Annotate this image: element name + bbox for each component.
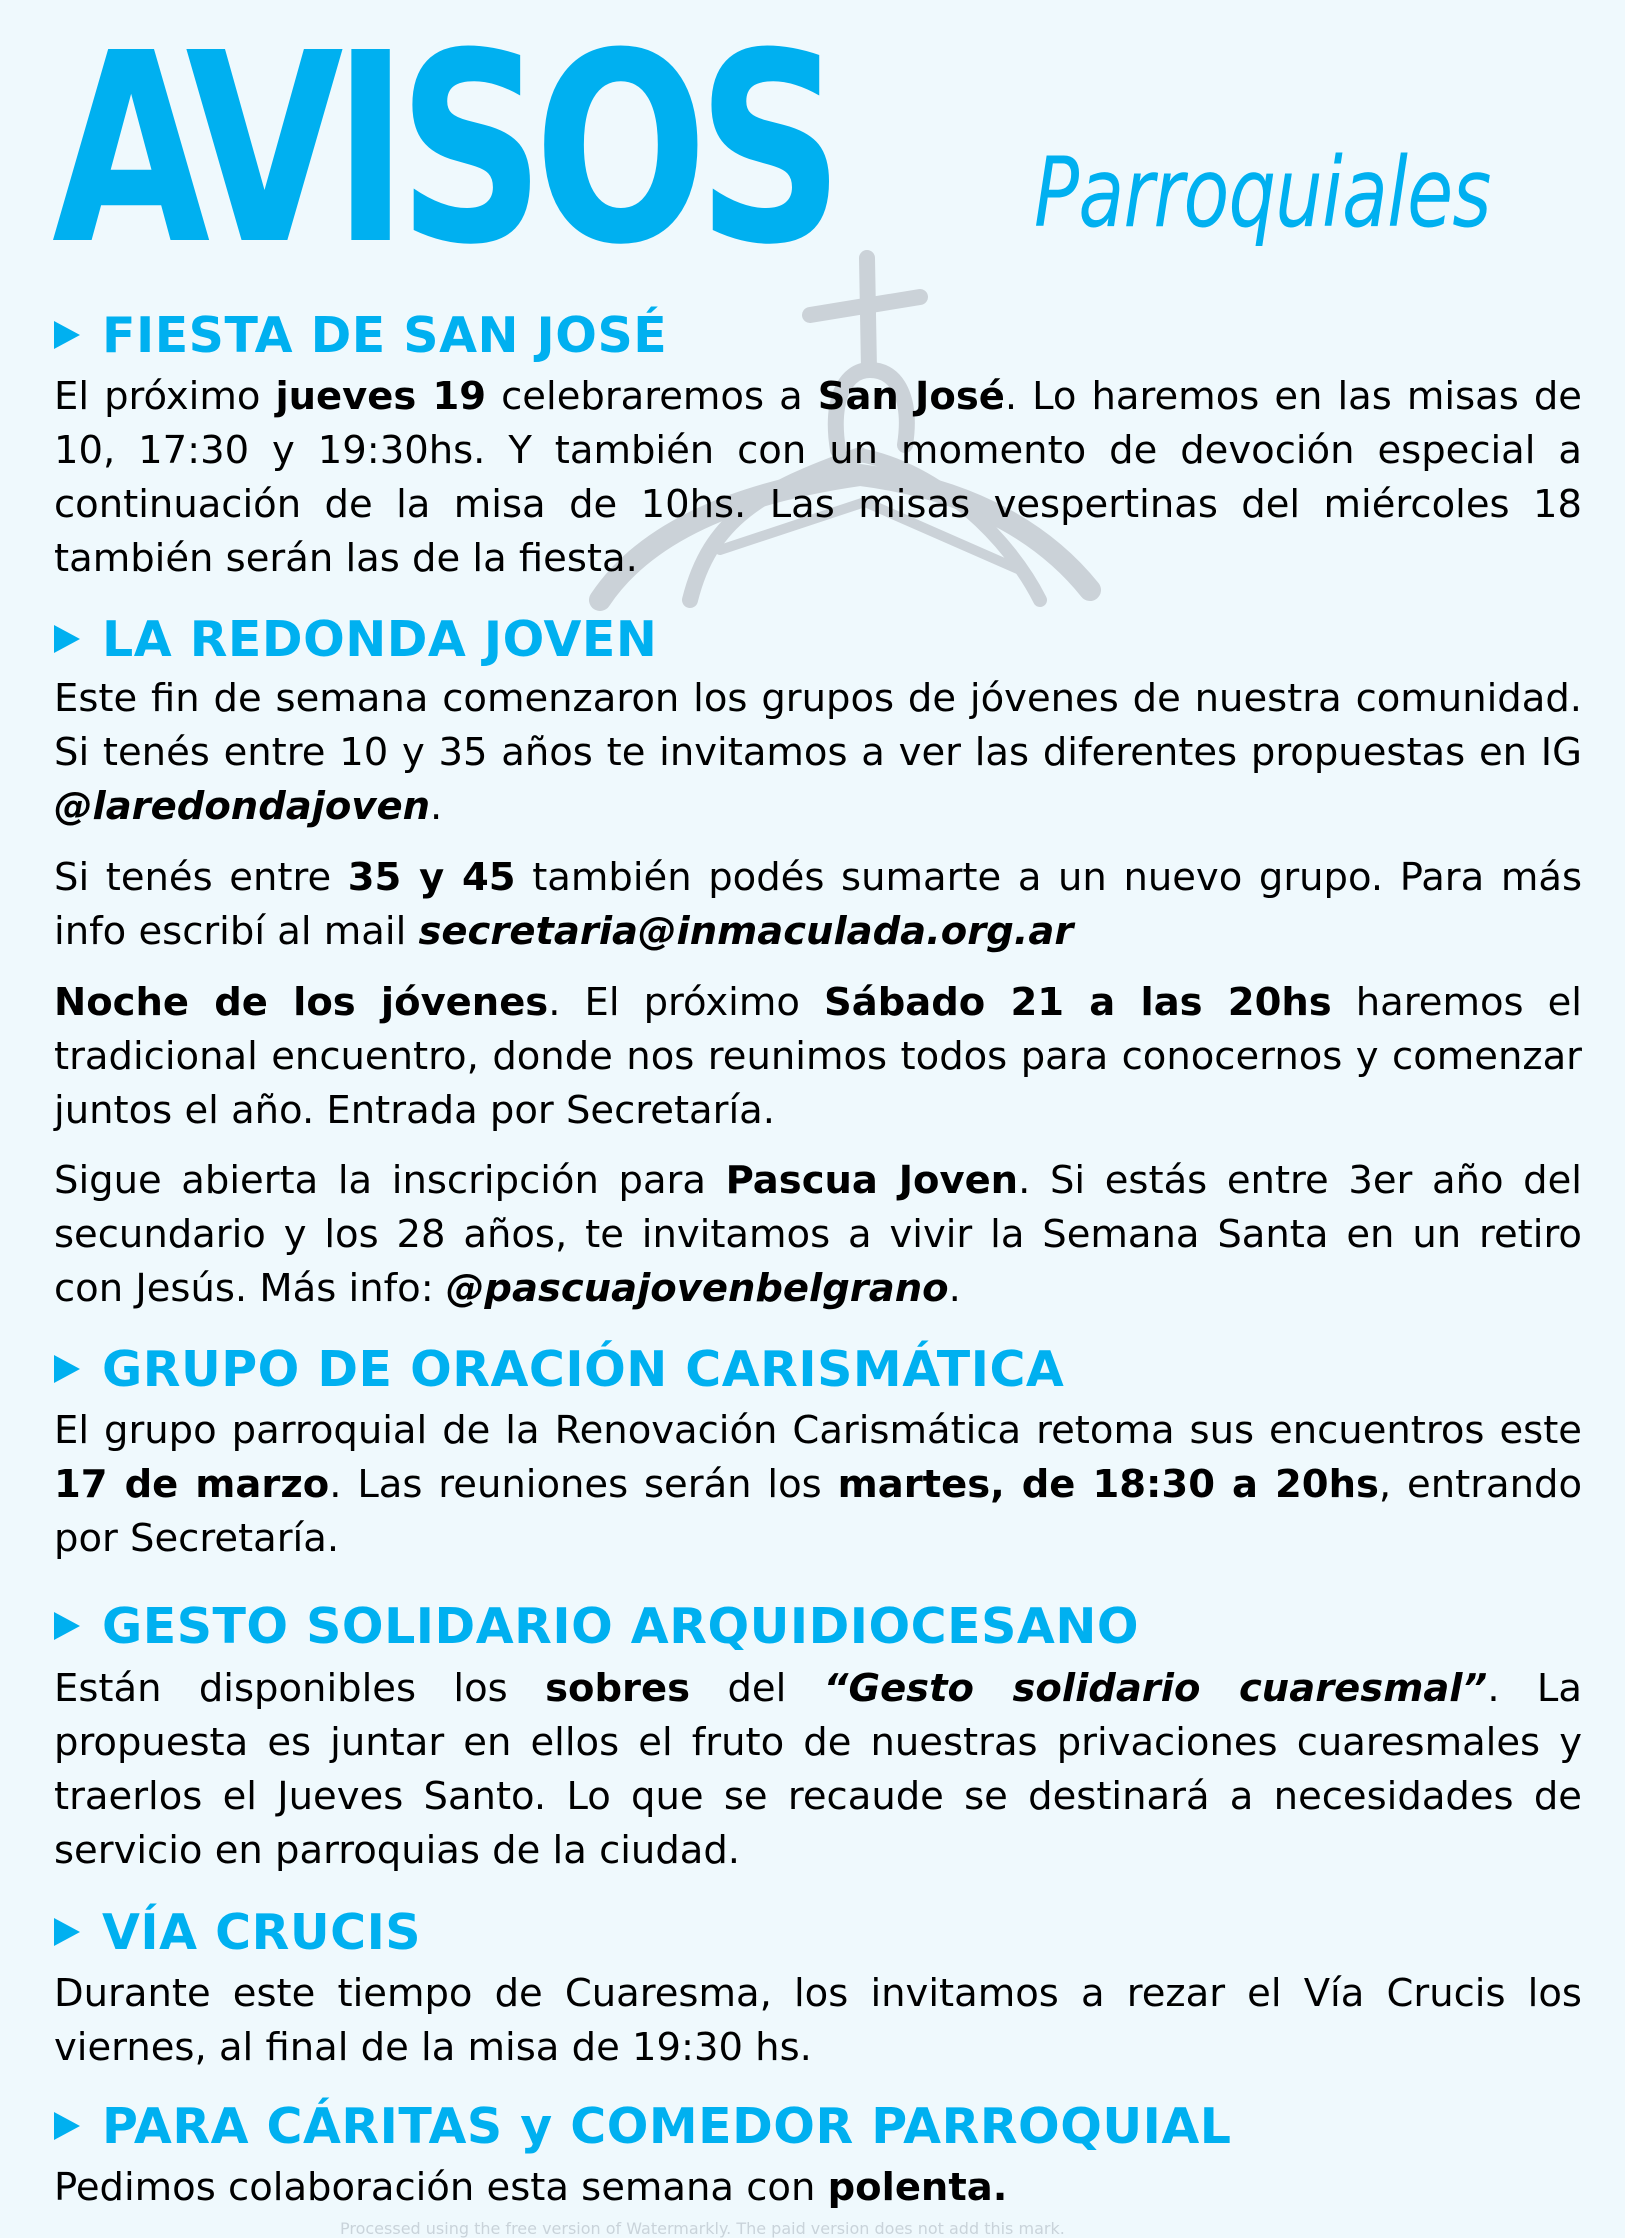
triangle-right-icon [54,625,80,653]
instagram-handle: @laredondajoven [54,784,430,829]
paragraph-grupo-oracion: El grupo parroquial de la Renovación Carismática retoma sus encuentros este 17 de marzo. Las reuniones serán los martes, de 18:30 a 20hs, entrando por Secretaría. [54,1408,1583,1561]
triangle-right-icon [54,1612,80,1640]
section-heading-gesto-solidario: GESTO SOLIDARIO ARQUIDIOCESANO [54,1597,1139,1657]
page-title: AVISOS [52,0,834,302]
triangle-right-icon [54,1918,80,1946]
paragraph-grupo-35-45: Si tenés entre 35 y 45 también podés sumarte a un nuevo grupo. Para más info escribí al mail secretaria@inmaculada.org.ar [54,855,1582,954]
section-heading-via-crucis: VÍA CRUCIS [54,1903,421,1963]
section-heading-caritas: PARA CÁRITAS y COMEDOR PARROQUIAL [54,2097,1232,2157]
contact-email: secretaria@inmaculada.org.ar [418,909,1074,954]
paragraph-noche-jovenes: Noche de los jóvenes. El próximo Sábado 21 a las 20hs haremos el tradicional encuentro, donde nos reunimos todos para conocernos y comenzar juntos el año. Entrada por Secretaría. [54,980,1583,1133]
page-subtitle: Parroquiales [1034,137,1491,249]
triangle-right-icon [54,1355,80,1383]
instagram-handle: @pascuajovenbelgrano [445,1266,949,1311]
watermark-notice: Processed using the free version of Watermarkly. The paid version does not add this mark. [340,2219,1065,2238]
paragraph-gesto-solidario: Están disponibles los sobres del “Gesto solidario cuaresmal”. La propuesta es juntar en ellos el fruto de nuestras privaciones cuaresmales y traerlos el Jueves Santo. Lo que se recaude se destinará a necesidades de servicio en parroquias de la ciudad. [54,1666,1582,1873]
section-heading-fiesta-san-jose: FIESTA DE SAN JOSÉ [54,306,667,366]
triangle-right-icon [54,321,80,349]
section-heading-la-redonda-joven: LA REDONDA JOVEN [54,610,657,670]
paragraph-grupos-jovenes: Este fin de semana comenzaron los grupos de jóvenes de nuestra comunidad. Si tenés entre 10 y 35 años te invitamos a ver las diferentes propuestas en IG @laredondajoven. [54,676,1582,829]
paragraph-fiesta-san-jose: El próximo jueves 19 celebraremos a San José. Lo haremos en las misas de 10, 17:30 y 19:30hs. Y también con un momento de devoción especial a continuación de la misa de 10hs. Las misas vespertinas del miércoles 18 también serán las de la fiesta. [54,374,1582,581]
page-header [52,0,1612,302]
triangle-right-icon [54,2112,80,2140]
section-heading-grupo-oracion: GRUPO DE ORACIÓN CARISMÁTICA [54,1340,1064,1400]
paragraph-caritas: Pedimos colaboración esta semana con polenta. [54,2165,1008,2210]
paragraph-pascua-joven: Sigue abierta la inscripción para Pascua Joven. Si estás entre 3er año del secundario y los 28 años, te invitamos a vivir la Semana Santa en un retiro con Jesús. Más info: @pascuajovenbelgrano. [54,1158,1582,1311]
paragraph-via-crucis: Durante este tiempo de Cuaresma, los invitamos a rezar el Vía Crucis los viernes, al final de la misa de 19:30 hs. [54,1971,1582,2070]
